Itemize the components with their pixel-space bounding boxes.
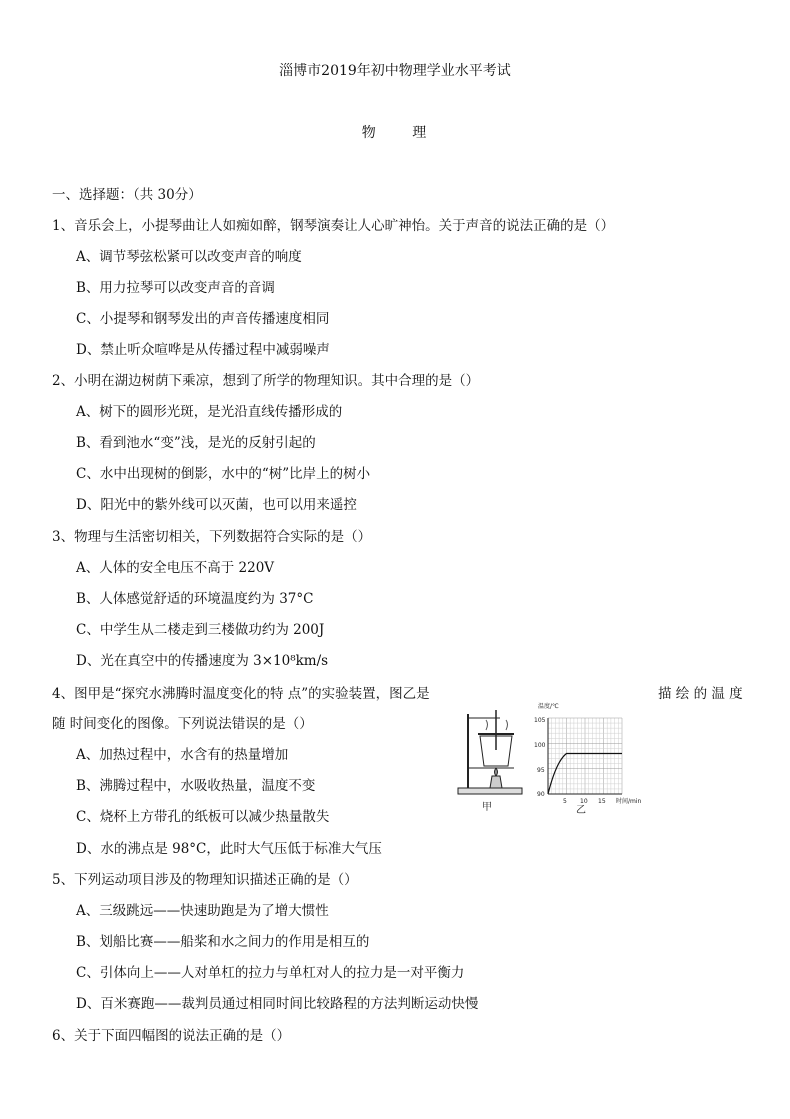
question-4-stem-part3: 随 时间变化的图像。下列说法错误的是（） [52,716,313,732]
question-2-stem: 2、小明在湖边树荫下乘凉，想到了所学的物理知识。其中合理的是（） [52,373,480,389]
figure-label-b: 乙 [576,805,586,816]
question-5-option-d: D、百米赛跑——裁判员通过相同时间比较路程的方法判断运动快慢 [76,996,479,1012]
figure-svg [452,700,652,820]
temperature-graph [534,702,642,805]
y-axis-label: 温度/℃ [538,703,559,710]
question-5-option-b: B、划船比赛——船桨和水之间力的作用是相互的 [76,934,370,950]
section-heading: 一、选择题：（共 30分） [52,187,202,203]
question-1-stem: 1、音乐会上，小提琴曲让人如痴如醉，钢琴演奏让人心旷神怡。关于声音的说法正确的是（） [52,218,615,234]
question-6-stem: 6、关于下面四幅图的说法正确的是（） [52,1028,291,1044]
question-4-option-b: B、沸腾过程中，水吸收热量，温度不变 [76,778,316,794]
question-4-option-c: C、烧杯上方带孔的纸板可以减少热量散失 [76,809,330,825]
x-tick-label: 15 [598,798,606,805]
question-4-option-a: A、加热过程中，水含有的热量增加 [76,747,289,763]
question-3-stem: 3、物理与生活密切相关，下列数据符合实际的是（） [52,529,372,545]
question-3-option-d: D、光在真空中的传播速度为 3×10⁸km/s [76,653,329,669]
question-2-option-d: D、阳光中的紫外线可以灭菌，也可以用来遥控 [76,497,357,513]
question-3-option-b: B、人体感觉舒适的环境温度约为 37°C [76,591,314,607]
subject-char: 理 [412,125,429,141]
question-4-figure [452,700,652,820]
y-tick-label: 95 [537,767,545,774]
page-title: 淄博市2019年初中物理学业水平考试 [279,63,511,79]
question-1-option-d: D、禁止听众喧哗是从传播过程中减弱噪声 [76,342,330,358]
graph-grid [548,718,622,794]
question-2-option-c: C、水中出现树的倒影，水中的“树”比岸上的树小 [76,466,371,482]
question-4-option-d: D、水的沸点是 98°C，此时大气压低于标准大气压 [76,841,382,857]
figure-label-a: 甲 [482,802,492,813]
question-5-stem: 5、下列运动项目涉及的物理知识描述正确的是（） [52,872,358,888]
question-2-option-b: B、看到池水“变”浅，是光的反射引起的 [76,435,316,451]
question-1-option-a: A、调节琴弦松紧可以改变声音的响度 [76,249,302,265]
y-tick-label: 90 [537,791,545,798]
subject-title [0,124,790,142]
question-3-option-c: C、中学生从二楼走到三楼做功约为 200J [76,622,325,638]
y-tick-label: 105 [534,717,546,724]
question-4-stem-part2: 描 绘 的 温 度 [658,686,743,702]
question-3-option-a: A、人体的安全电压不高于 220V [76,560,275,576]
subject-char: 物 [361,125,378,141]
flame [495,768,498,776]
question-2-option-a: A、树下的圆形光斑，是光沿直线传播形成的 [76,404,343,420]
question-1-option-c: C、小提琴和钢琴发出的声音传播速度相同 [76,311,330,327]
question-5-option-a: A、三级跳远——快速助跑是为了增大惯性 [76,903,329,919]
question-4-stem-part1: 4、图甲是“探究水沸腾时温度变化的特 点”的实验装置，图乙是 [52,686,430,702]
question-1-option-b: B、用力拉琴可以改变声音的音调 [76,280,275,296]
y-tick-label: 100 [534,742,546,749]
x-tick-label: 10 [580,798,588,805]
x-axis-label: 时间/min [616,798,642,805]
apparatus-drawing [458,710,522,794]
question-5-option-c: C、引体向上——人对单杠的拉力与单杠对人的拉力是一对平衡力 [76,965,465,981]
x-tick-label: 5 [563,798,567,805]
stand-base [458,788,522,794]
alcohol-lamp [490,776,502,788]
